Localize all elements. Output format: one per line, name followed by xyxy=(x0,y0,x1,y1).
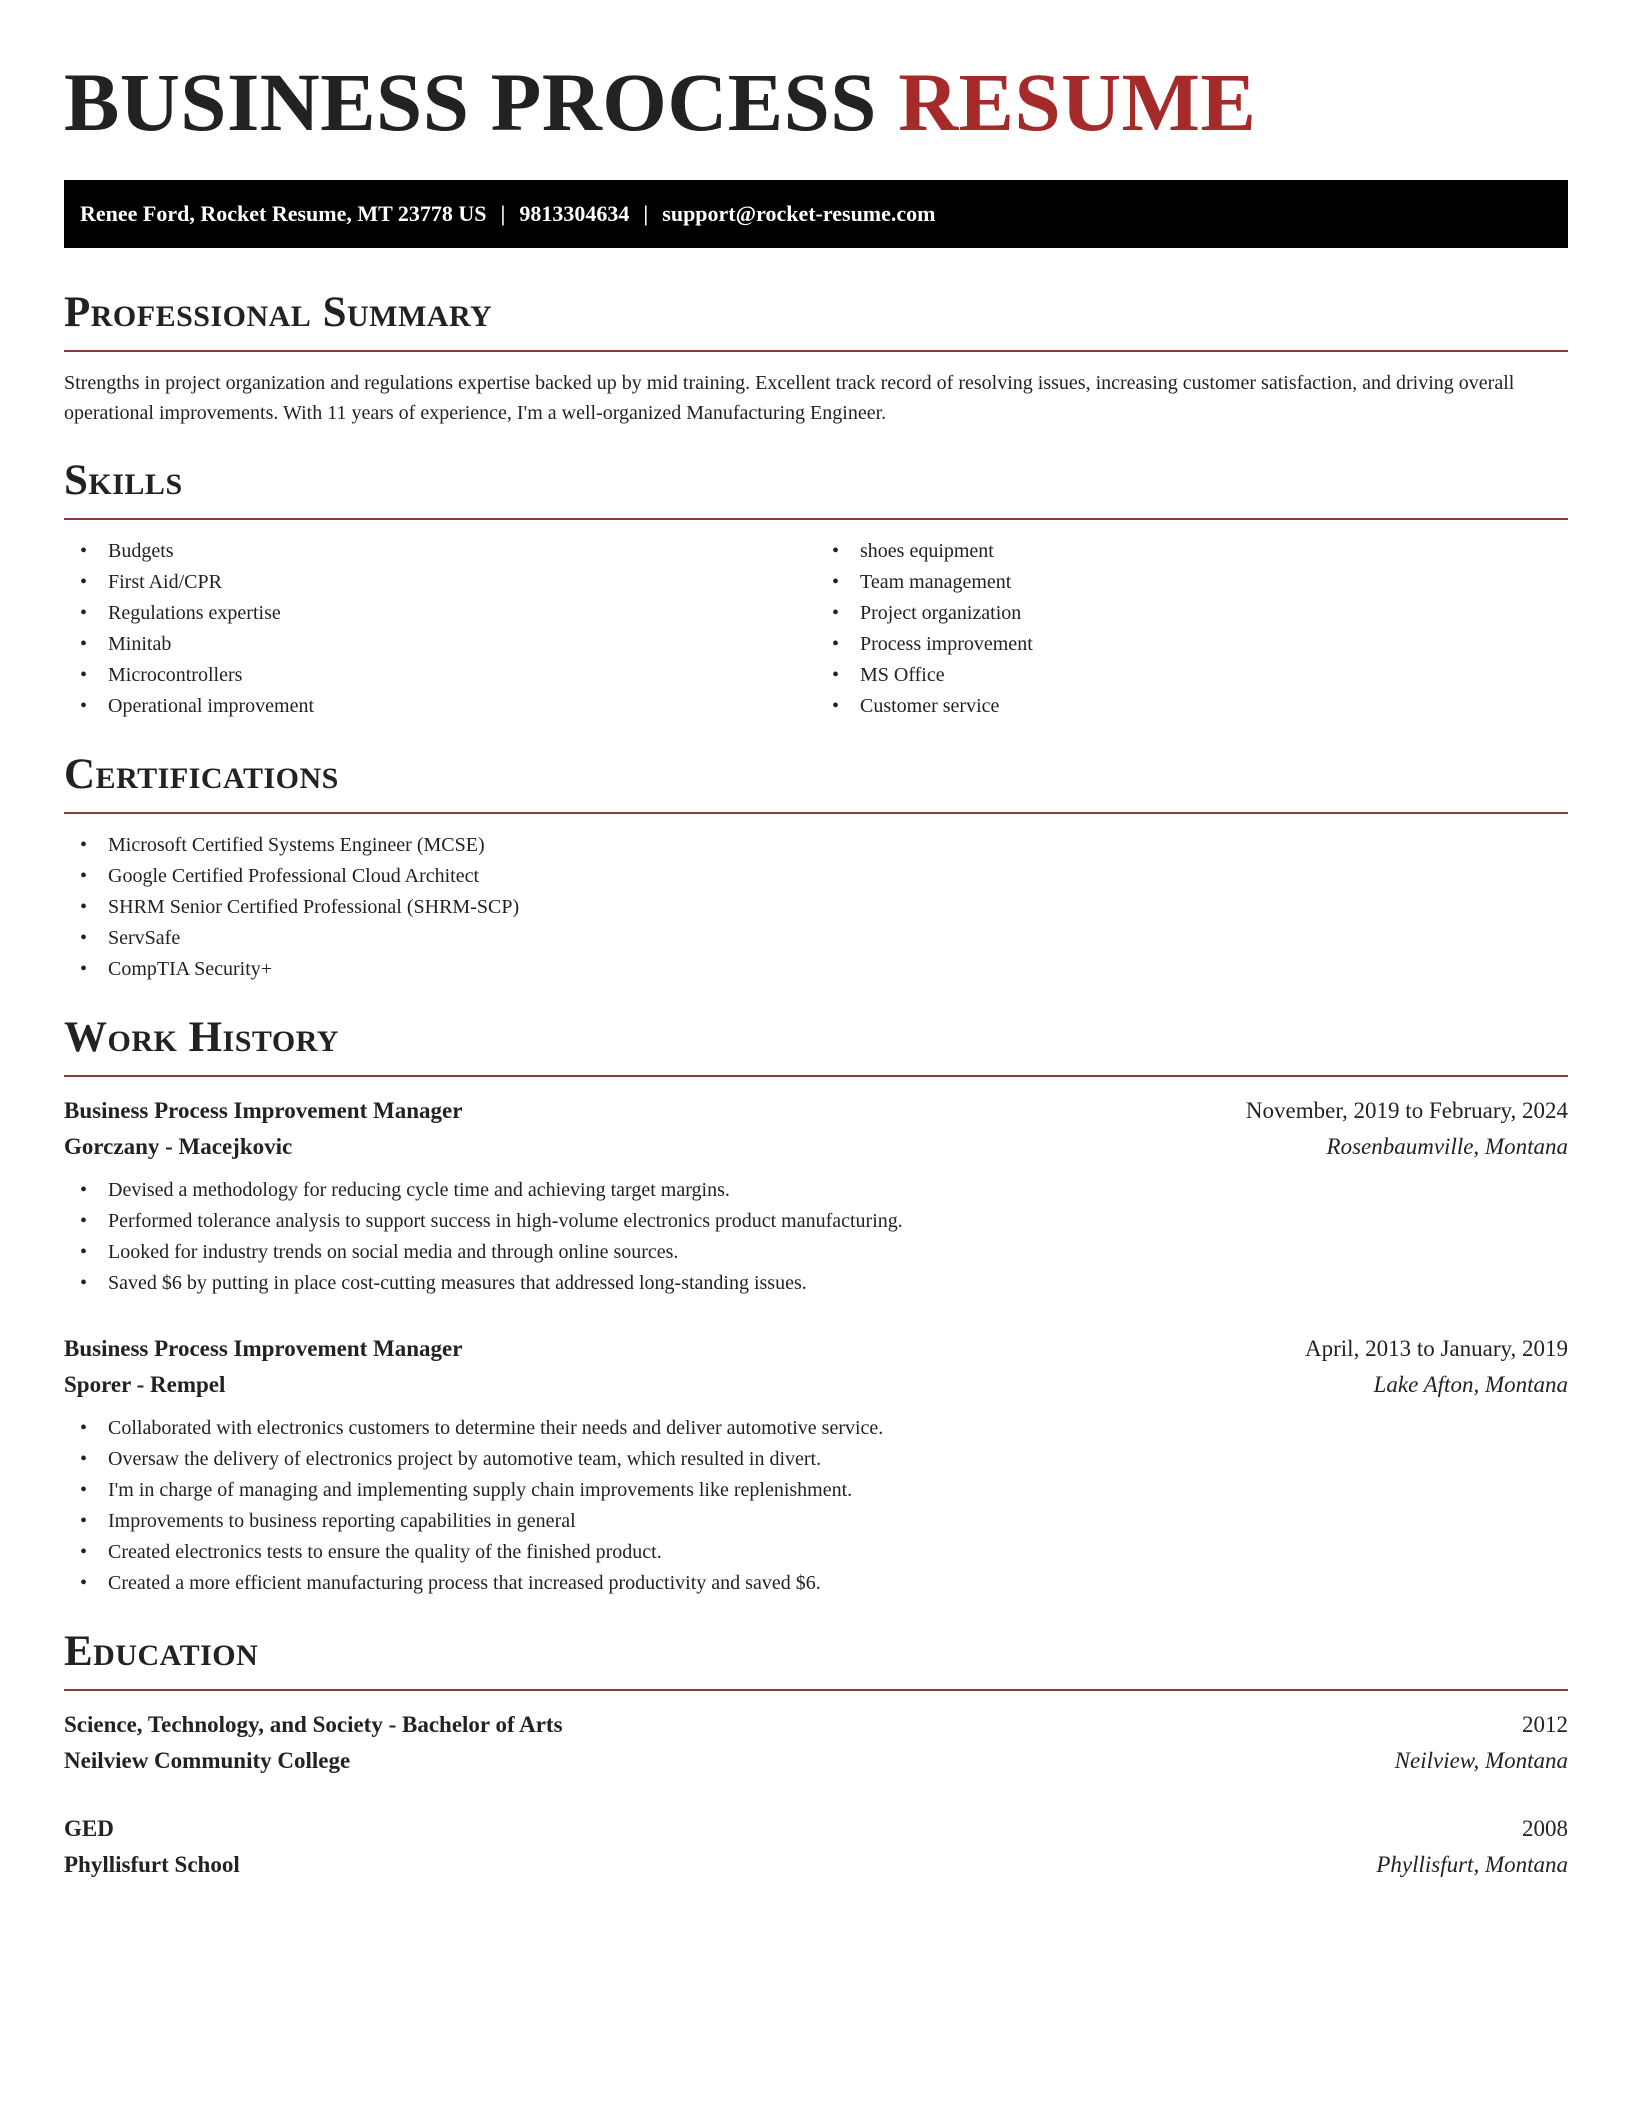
section-divider xyxy=(64,350,1568,352)
education-location: Neilview, Montana xyxy=(1394,1748,1568,1773)
certification-item: • Google Certified Professional Cloud Architect xyxy=(64,861,1568,892)
job-bullet: • Collaborated with electronics customers to determine their needs and deliver automotive service. xyxy=(64,1413,1568,1444)
certifications-list xyxy=(64,830,1568,985)
job-bullet: • Saved $6 by putting in place cost-cutting measures that addressed long-standing issues. xyxy=(64,1268,1568,1299)
education-school: Phyllisfurt School xyxy=(64,1852,240,1877)
education-header-row xyxy=(64,1707,1568,1743)
work-history-section xyxy=(64,1013,1568,1599)
contact-separator: | xyxy=(643,201,649,226)
job-dates: November, 2019 to February, 2024 xyxy=(1245,1098,1568,1123)
education-entry xyxy=(64,1811,1568,1883)
certification-item: • CompTIA Security+ xyxy=(64,954,1568,985)
job-bullet: • Performed tolerance analysis to support success in high-volume electronics product manufacturing. xyxy=(64,1206,1568,1237)
education-section xyxy=(64,1627,1568,1883)
job-dates: April, 2013 to January, 2019 xyxy=(1305,1336,1568,1361)
education-header-row xyxy=(64,1811,1568,1847)
summary-section xyxy=(64,288,1568,428)
skill-item: • Operational improvement xyxy=(64,691,816,722)
job-bullet: • Improvements to business reporting capabilities in general xyxy=(64,1506,1568,1537)
resume-title xyxy=(64,52,1568,152)
certification-item: • Microsoft Certified Systems Engineer (MCSE) xyxy=(64,830,1568,861)
section-divider xyxy=(64,1689,1568,1691)
job-bullet: • Oversaw the delivery of electronics project by automotive team, which resulted in divert. xyxy=(64,1444,1568,1475)
job-company-row xyxy=(64,1367,1568,1403)
education-year: 2008 xyxy=(1522,1816,1568,1841)
education-location: Phyllisfurt, Montana xyxy=(1376,1852,1568,1877)
job-location: Lake Afton, Montana xyxy=(1373,1372,1568,1397)
contact-bar xyxy=(64,180,1568,248)
education-entry xyxy=(64,1707,1568,1779)
job-bullet: • Devised a methodology for reducing cycle time and achieving target margins. xyxy=(64,1175,1568,1206)
skill-item: • First Aid/CPR xyxy=(64,567,816,598)
job-bullet: • Created a more efficient manufacturing process that increased productivity and saved $6. xyxy=(64,1568,1568,1599)
education-heading: Education xyxy=(64,1628,259,1675)
education-school-row xyxy=(64,1743,1568,1779)
certifications-heading: Certifications xyxy=(64,751,339,798)
section-divider xyxy=(64,812,1568,814)
job-bullet: • I'm in charge of managing and implementing supply chain improvements like replenishment. xyxy=(64,1475,1568,1506)
skill-item: • Minitab xyxy=(64,629,816,660)
title-main: BUSINESS PROCESS xyxy=(64,56,877,148)
job-header-row xyxy=(64,1093,1568,1129)
job-location: Rosenbaumville, Montana xyxy=(1326,1134,1568,1159)
skills-list-right xyxy=(816,536,1568,722)
job-entry xyxy=(64,1093,1568,1299)
skills-columns xyxy=(64,536,1568,722)
job-title: Business Process Improvement Manager xyxy=(64,1098,463,1123)
skill-item: • Budgets xyxy=(64,536,816,567)
education-degree: GED xyxy=(64,1816,114,1841)
section-divider xyxy=(64,518,1568,520)
job-company-row xyxy=(64,1129,1568,1165)
title-accent: RESUME xyxy=(898,56,1257,148)
summary-text: Strengths in project organization and regulations expertise backed up by mid training. Excellent track record of resolving issues, increasing customer satisfaction, and driving overall operational improvements. With 11 years of experience, I'm a well-organized Manufacturing Engineer. xyxy=(64,372,1515,424)
job-bullet: • Looked for industry trends on social media and through online sources. xyxy=(64,1237,1568,1268)
job-company: Gorczany - Macejkovic xyxy=(64,1134,293,1159)
education-degree: Science, Technology, and Society - Bachelor of Arts xyxy=(64,1712,563,1737)
job-bullets xyxy=(64,1175,1568,1299)
certification-item: • SHRM Senior Certified Professional (SHRM-SCP) xyxy=(64,892,1568,923)
skills-section xyxy=(64,456,1568,722)
skill-item: • Process improvement xyxy=(816,629,1568,660)
job-bullet: • Created electronics tests to ensure the quality of the finished product. xyxy=(64,1537,1568,1568)
job-entry xyxy=(64,1331,1568,1599)
job-company: Sporer - Rempel xyxy=(64,1372,226,1397)
skill-item: • Team management xyxy=(816,567,1568,598)
skills-heading: Skills xyxy=(64,457,183,504)
education-school: Neilview Community College xyxy=(64,1748,351,1773)
skill-item: • shoes equipment xyxy=(816,536,1568,567)
education-school-row xyxy=(64,1847,1568,1883)
certification-item: • ServSafe xyxy=(64,923,1568,954)
work-history-heading: Work History xyxy=(64,1014,339,1061)
section-divider xyxy=(64,1075,1568,1077)
skill-item: • Regulations expertise xyxy=(64,598,816,629)
skill-item: • Microcontrollers xyxy=(64,660,816,691)
education-year: 2012 xyxy=(1522,1712,1568,1737)
job-bullets xyxy=(64,1413,1568,1599)
job-title: Business Process Improvement Manager xyxy=(64,1336,463,1361)
skill-item: • MS Office xyxy=(816,660,1568,691)
skill-item: • Customer service xyxy=(816,691,1568,722)
job-header-row xyxy=(64,1331,1568,1367)
contact-separator: | xyxy=(500,201,506,226)
contact-address: Renee Ford, Rocket Resume, MT 23778 US xyxy=(80,201,487,226)
summary-heading: Professional Summary xyxy=(64,289,493,336)
skill-item: • Project organization xyxy=(816,598,1568,629)
certifications-section xyxy=(64,750,1568,985)
contact-phone: 9813304634 xyxy=(519,201,630,226)
skills-list-left xyxy=(64,536,816,722)
contact-email: support@rocket-resume.com xyxy=(662,201,936,226)
